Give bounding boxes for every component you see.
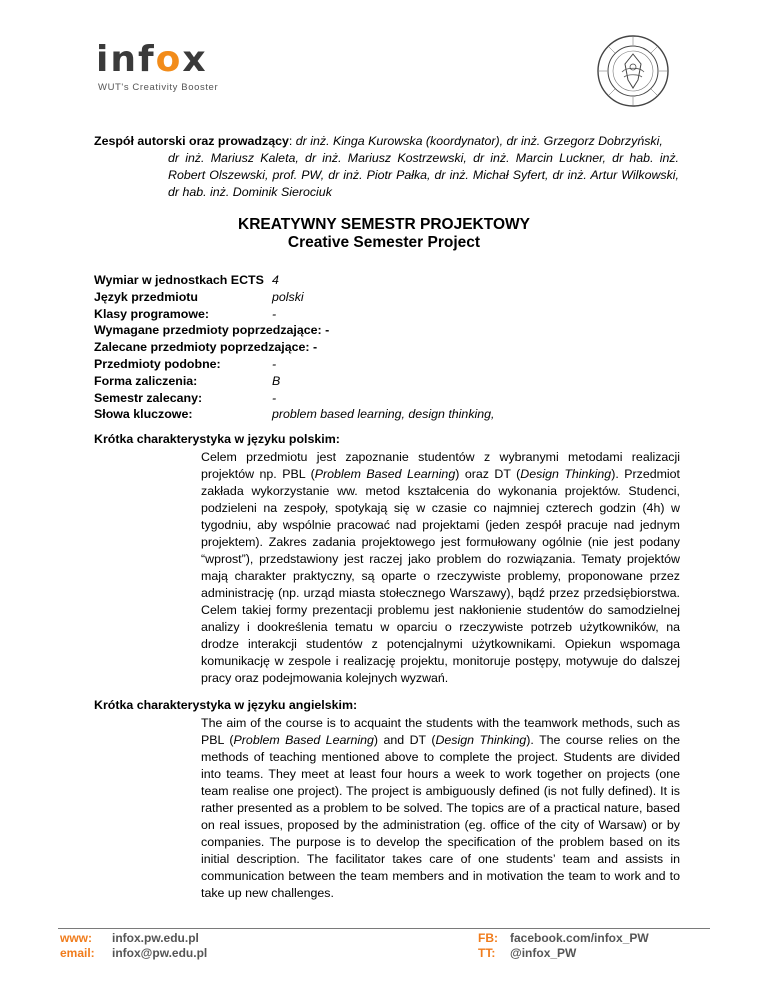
description-pl-heading: Krótka charakterystyka w języku polskim: (94, 432, 340, 446)
classes-value: - (272, 306, 277, 321)
meta-row-recommended (94, 339, 694, 356)
desc-en-pbl: Problem Based Learning (233, 733, 374, 747)
desc-pl-part2: ) oraz DT ( (455, 467, 521, 481)
meta-row-similar (94, 356, 694, 373)
university-seal-icon (596, 34, 670, 108)
logo-wordmark: infox (96, 39, 208, 80)
meta-row-required (94, 322, 694, 339)
required-label: Wymagane przedmioty poprzedzające: (94, 323, 322, 338)
desc-en-part3: ). The course relies on the methods of teaching mentioned above to complete the project. Students are divided into teams. They meet at least four hours a week to work together on projects (one team realise one project). The project is ambiguously defined (is not fully defined). It is rather presented as a problem to be solved. The topics are of a practical nature, based on real issues, proposed by the administration (eg. office of the city of Warsaw) or by companies. The purpose is to develop the specification of the problem based on its initial description. The facilitator takes care of one students’ team and assists in communication between the team members and in motivation the team to work and to take up new challenges. (201, 733, 680, 900)
course-title-en: Creative Semester Project (287, 234, 481, 251)
semester-label: Semestr zalecany: (94, 390, 203, 405)
desc-en-dt: Design Thinking (435, 733, 527, 747)
semester-value: - (272, 390, 277, 405)
email-link[interactable]: infox@pw.edu.pl (112, 946, 208, 960)
tt-label: TT: (478, 946, 496, 960)
footer-divider (58, 928, 710, 929)
keywords-value: problem based learning, design thinking, (272, 407, 495, 422)
description-pl-text (201, 449, 680, 687)
fb-label: FB: (478, 931, 498, 945)
meta-row-language (94, 289, 694, 306)
recommended-label: Zalecane przedmioty poprzedzające: (94, 340, 310, 355)
authors-continuation: dr inż. Mariusz Kaleta, dr inż. Mariusz Kostrzewski, dr inż. Marcin Luckner, dr hab. inż. Robert Olszewski, prof. PW, dr inż. Piotr Pałka, dr inż. Michał Syfert, dr inż. Artur Wilkowski, dr hab. inż. Dominik Sierociuk (168, 151, 679, 199)
desc-pl-pbl: Problem Based Learning (314, 467, 456, 481)
meta-row-ects (94, 272, 694, 289)
page-header (0, 0, 768, 110)
facebook-link[interactable]: facebook.com/infox_PW (510, 931, 649, 945)
email-label: email: (60, 946, 95, 960)
ects-value: 4 (272, 273, 279, 287)
desc-pl-dt: Design Thinking (520, 467, 612, 481)
meta-row-keywords (94, 406, 694, 423)
required-value: - (325, 323, 330, 338)
similar-value: - (272, 356, 277, 371)
authors-first-line: dr inż. Kinga Kurowska (koordynator), dr inż. Grzegorz Dobrzyński, (295, 134, 663, 148)
desc-pl-part3: ). Przedmiot zakłada wykorzystanie ww. metod kształcenia do wykonania projektów. Studenci, podzieleni na zespoły, spotykają się w czasie co najmniej czterech godzin (4h) w tygodniu, aby wspólnie pracować nad projektami (jeden zespół pracuje nad jednym projektem). Zakres zadania projektowego jest formułowany ogólnie (nie jest podany “wprost”), przedstawiony jest raczej jako problem do rozwiązania. Tematy projektów mają charakter praktyczny, są oparte o rzeczywiste problemy, proponowane przez administrację (np. urząd miasta stołecznego Warszawy), bądź przez przedsiębiorstwa. Celem takiej formy prezentacji problemu jest nakłonienie studentów do samodzielnej analizy i dookreślenia tematu w oparciu o rzeczywiste potrzeb użytkowników, na drodze interakcji studentów z potencjalnymi użytkownikami. Opiekun wspomaga komunikację w zespole i realizację projektu, monitoruje postępy, motywuje do dalszej pracy oraz podejmowania kolejnych wyzwań. (201, 467, 681, 685)
keywords-label: Słowa kluczowe: (94, 407, 193, 422)
desc-en-part2: ) and DT ( (373, 733, 436, 747)
description-en-text (201, 715, 680, 902)
desc-en-part1: The aim of the course is to acquaint the students with the teamwork methods, such as PBL ( (201, 716, 680, 747)
meta-row-form (94, 373, 694, 390)
course-title-pl: KREATYWNY SEMESTR PROJEKTOWY (238, 216, 530, 233)
logo-tagline: WUT's Creativity Booster (98, 82, 219, 93)
www-label: www: (60, 931, 92, 945)
footer-right (478, 931, 649, 961)
recommended-courses (94, 339, 317, 356)
authors-block: Zespół autorski oraz prowadzący: dr inż. Kinga Kurowska (koordynator), dr inż. Grzegorz Dobrzyński, dr inż. Mariusz Kaleta, dr inż. Mariusz Kostrzewski, dr inż. Marcin Luckner, dr hab. inż. Robert Olszewski, prof. PW, dr inż. Piotr Pałka, dr inż. Michał Syfert, dr inż. Artur Wilkowski, dr hab. inż. Dominik Sierociuk (94, 134, 679, 199)
recommended-value: - (312, 340, 318, 355)
twitter-link[interactable]: @infox_PW (510, 946, 577, 960)
infox-logo (96, 39, 219, 98)
authors-label: Zespół autorski oraz prowadzący (94, 134, 289, 148)
footer-left (60, 931, 207, 961)
description-en-heading: Krótka charakterystyka w języku angielskim: (94, 698, 358, 712)
www-link[interactable]: infox.pw.edu.pl (112, 931, 199, 945)
classes-label: Klasy programowe: (94, 306, 209, 321)
course-meta-table (94, 272, 694, 423)
form-label: Forma zaliczenia: (94, 373, 198, 388)
meta-row-classes (94, 306, 694, 323)
required-courses (94, 322, 329, 339)
ects-label: Wymiar w jednostkach ECTS (94, 273, 264, 287)
language-label: Język przedmiotu (94, 289, 198, 304)
language-value: polski (272, 289, 304, 304)
similar-label: Przedmioty podobne: (94, 356, 221, 371)
meta-row-semester (94, 390, 694, 407)
form-value: B (272, 373, 281, 388)
desc-pl-part1: Celem przedmiotu jest zapoznanie studentów z wybranymi metodami realizacji projektów np. PBL ( (201, 450, 680, 481)
